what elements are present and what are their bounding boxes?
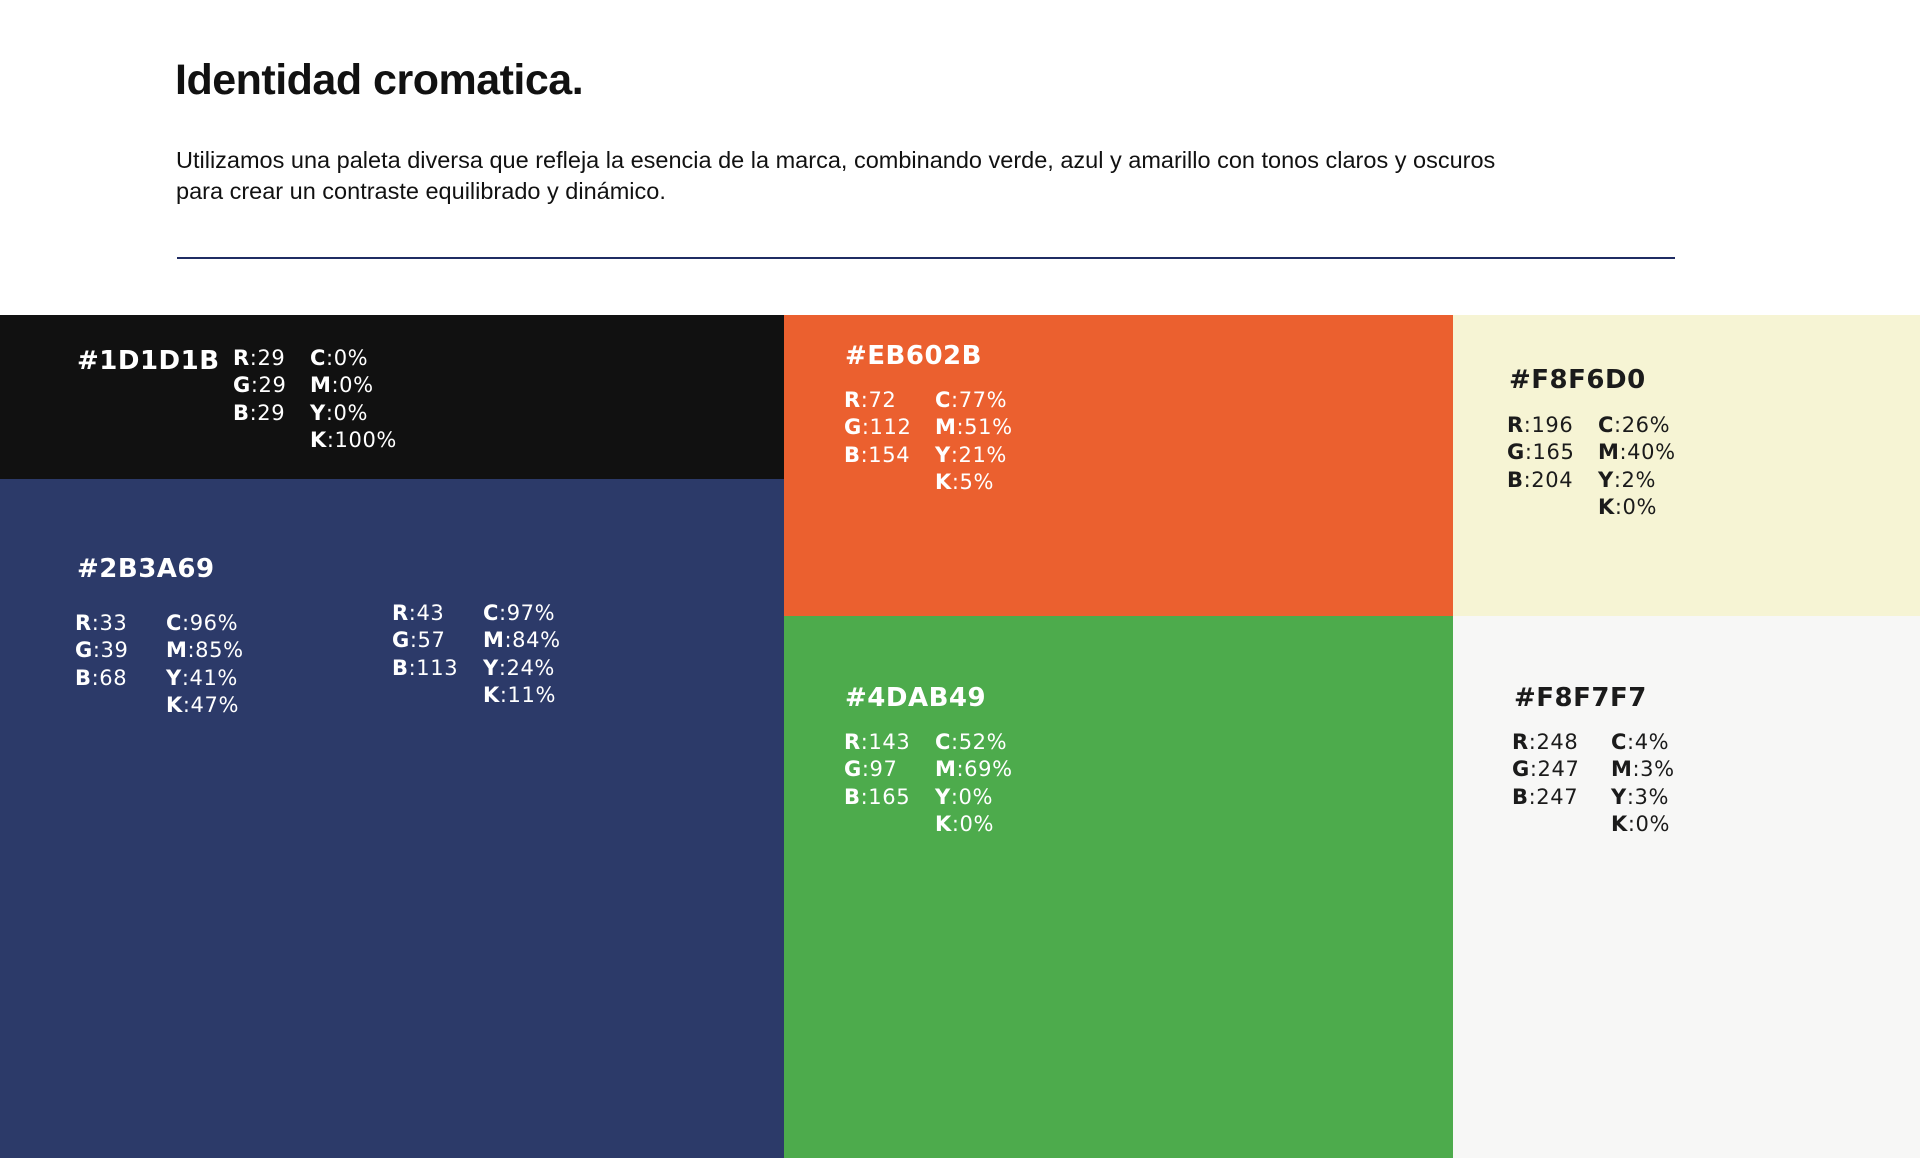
value-b: B:247 xyxy=(1512,784,1579,809)
hex-code: #2B3A69 xyxy=(77,554,215,584)
value-b: B:204 xyxy=(1507,467,1574,492)
value-y: Y:2% xyxy=(1598,467,1657,492)
value-k: K:0% xyxy=(935,811,995,836)
rgb-values xyxy=(1507,412,1574,494)
value-g: G:247 xyxy=(1512,757,1580,782)
rgb-values xyxy=(844,729,910,811)
hex-code: #F8F7F7 xyxy=(1514,683,1647,713)
swatch-cream xyxy=(1453,315,1920,616)
value-c: C:26% xyxy=(1598,413,1671,437)
value-y: Y:0% xyxy=(310,400,369,425)
cmyk-values-primary xyxy=(166,610,244,719)
value-m: M:40% xyxy=(1598,440,1676,465)
value-g: G:39 xyxy=(75,638,129,663)
value-m: M:85% xyxy=(166,638,244,663)
value-m: M:3% xyxy=(1611,757,1675,782)
value-b: B:68 xyxy=(75,665,128,690)
value-r: R:248 xyxy=(1512,730,1579,754)
hex-code: #EB602B xyxy=(845,341,982,371)
value-g: G:165 xyxy=(1507,440,1575,465)
value-m: M:51% xyxy=(935,415,1013,440)
cmyk-values xyxy=(1598,412,1676,521)
value-b: B:165 xyxy=(844,784,911,809)
value-k: K:0% xyxy=(1611,811,1671,836)
value-y: Y:41% xyxy=(166,665,238,690)
divider xyxy=(177,257,1675,259)
value-y: Y:21% xyxy=(935,442,1007,467)
value-c: C:96% xyxy=(166,611,239,635)
page-description: Utilizamos una paleta diversa que refleja la esencia de la marca, combinando verde, azul y amarillo con tonos claros y oscuros para crear un contraste equilibrado y dinámico. xyxy=(176,147,1496,204)
swatch-offwhite xyxy=(1453,616,1920,1158)
rgb-values xyxy=(1512,729,1579,811)
rgb-values xyxy=(844,387,911,469)
value-k: K:100% xyxy=(310,427,397,452)
value-g: G:57 xyxy=(392,628,446,653)
value-y: Y:3% xyxy=(1611,784,1670,809)
hex-code: #1D1D1B xyxy=(77,346,220,376)
value-k: K:11% xyxy=(483,682,557,707)
value-c: C:4% xyxy=(1611,730,1670,754)
value-r: R:196 xyxy=(1507,413,1574,437)
swatch-black xyxy=(0,315,784,479)
hex-code: #4DAB49 xyxy=(845,683,987,713)
value-r: R:43 xyxy=(392,601,445,625)
cmyk-values xyxy=(1611,729,1675,838)
value-b: B:29 xyxy=(233,400,286,425)
value-r: R:143 xyxy=(844,730,911,754)
value-b: B:154 xyxy=(844,442,911,467)
cmyk-values xyxy=(935,387,1013,496)
value-c: C:52% xyxy=(935,730,1008,754)
value-g: G:97 xyxy=(844,757,898,782)
value-y: Y:24% xyxy=(483,655,555,680)
cmyk-values xyxy=(935,729,1013,838)
value-c: C:97% xyxy=(483,601,556,625)
value-g: G:112 xyxy=(844,415,912,440)
page-title: Identidad cromatica. xyxy=(175,56,584,104)
value-y: Y:0% xyxy=(935,784,994,809)
value-k: K:0% xyxy=(1598,494,1658,519)
cmyk-values xyxy=(310,345,397,454)
value-m: M:0% xyxy=(310,373,374,398)
rgb-values-primary xyxy=(75,610,128,692)
rgb-values xyxy=(233,345,286,427)
swatch-orange xyxy=(784,315,1453,616)
value-m: M:69% xyxy=(935,757,1013,782)
hex-code: #F8F6D0 xyxy=(1509,365,1646,395)
value-r: R:72 xyxy=(844,388,897,412)
value-b: B:113 xyxy=(392,655,459,680)
value-g: G:29 xyxy=(233,373,287,398)
rgb-values-secondary xyxy=(392,600,458,682)
swatch-navy xyxy=(0,479,784,1158)
cmyk-values-secondary xyxy=(483,600,561,709)
value-c: C:0% xyxy=(310,346,369,370)
swatch-green xyxy=(784,616,1453,1158)
value-k: K:47% xyxy=(166,692,240,717)
value-m: M:84% xyxy=(483,628,561,653)
value-r: R:33 xyxy=(75,611,128,635)
value-r: R:29 xyxy=(233,346,286,370)
value-k: K:5% xyxy=(935,469,995,494)
value-c: C:77% xyxy=(935,388,1008,412)
